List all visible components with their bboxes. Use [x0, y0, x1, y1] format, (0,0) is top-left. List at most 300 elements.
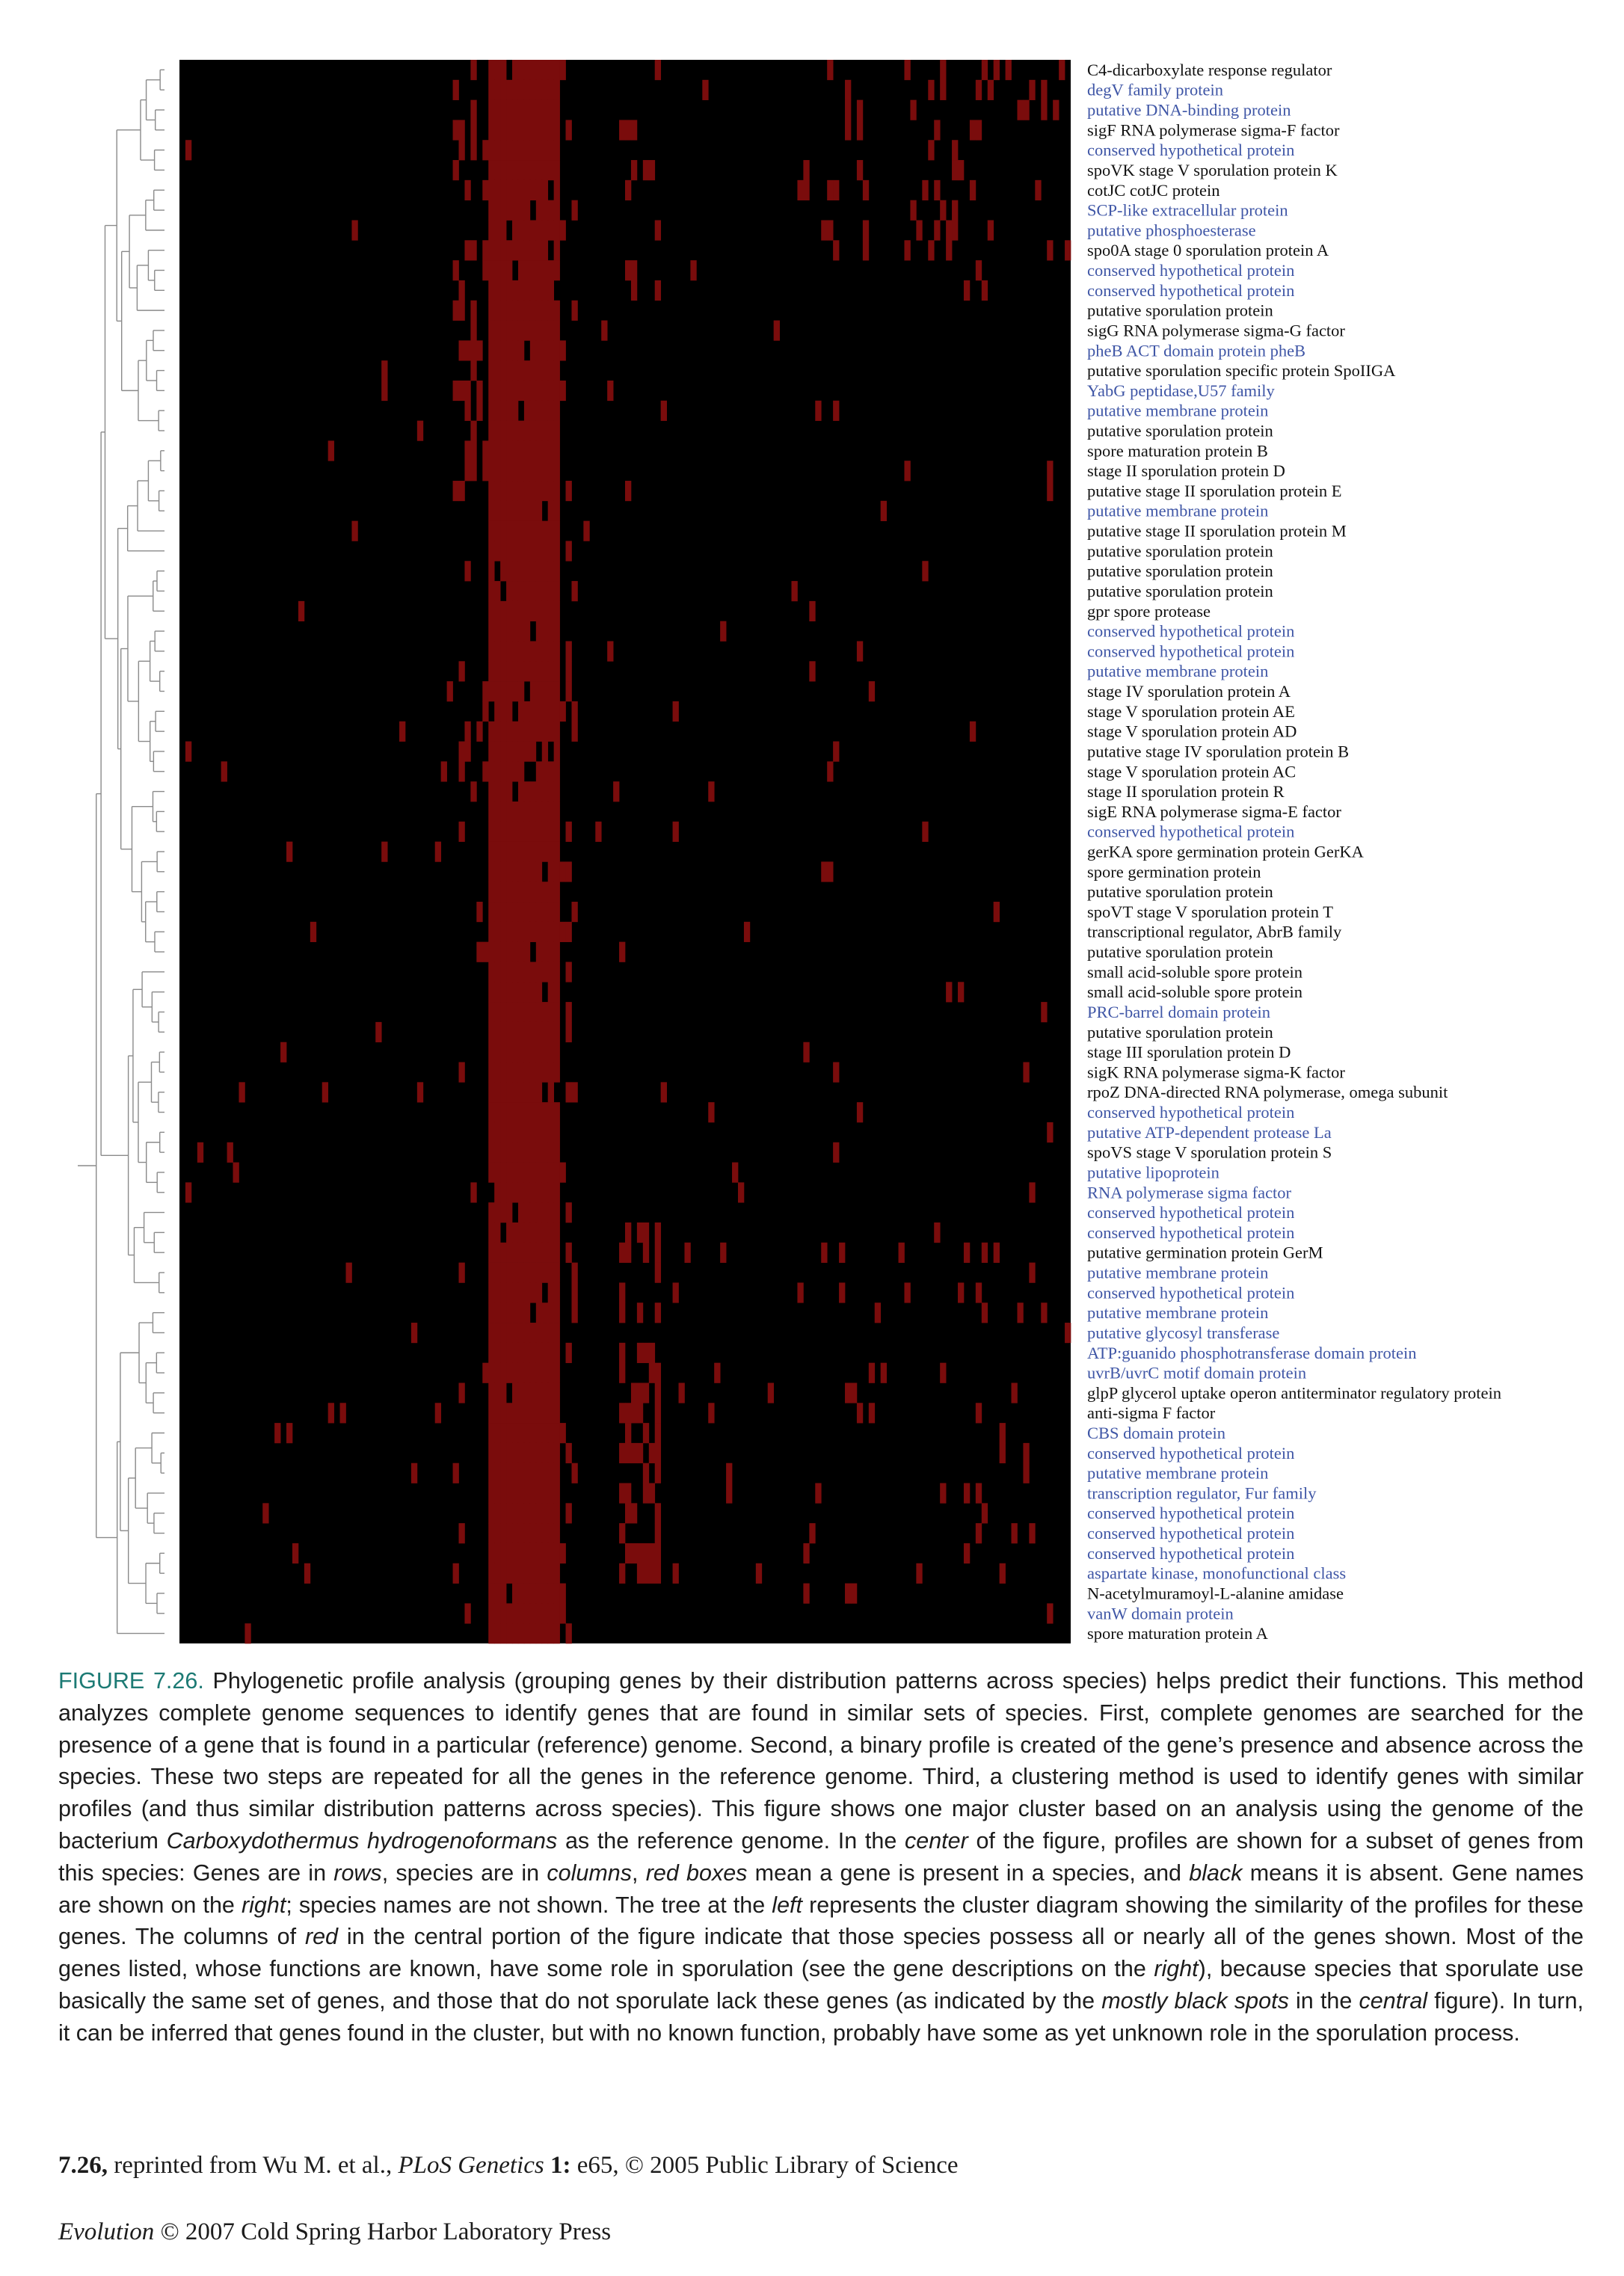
heatmap-cell [554, 802, 560, 822]
heatmap-cell [560, 1603, 566, 1623]
heatmap-cell [881, 501, 887, 521]
heatmap-cell [506, 1202, 512, 1222]
heatmap-cell [488, 942, 494, 962]
heatmap-cell [506, 1523, 512, 1543]
heatmap-cell [524, 440, 530, 461]
heatmap-cell [845, 80, 851, 100]
heatmap-cell [506, 160, 512, 180]
heatmap-cell [518, 1142, 524, 1163]
heatmap-cell [512, 280, 518, 301]
heatmap-cell [518, 802, 524, 822]
heatmap-cell [554, 641, 560, 661]
heatmap-cell [488, 180, 494, 200]
heatmap-cell [625, 120, 631, 140]
heatmap-cell [488, 1443, 494, 1463]
heatmap-cell [530, 360, 536, 381]
heatmap-cell [857, 100, 863, 120]
heatmap-cell [506, 722, 512, 742]
heatmap-cell [500, 861, 506, 882]
heatmap-cell [542, 1463, 548, 1483]
footer-book-title: Evolution [58, 2218, 155, 2245]
heatmap-cell [518, 321, 524, 341]
heatmap-cell [904, 60, 910, 80]
heatmap-cell [500, 761, 506, 781]
heatmap-cell [488, 581, 494, 601]
heatmap-cell [542, 641, 548, 661]
heatmap-cell [494, 802, 500, 822]
heatmap-cell [554, 1062, 560, 1083]
heatmap-cell [1000, 1423, 1006, 1443]
heatmap-cell [673, 1563, 679, 1584]
heatmap-cell [512, 1423, 518, 1443]
heatmap-cell [530, 1382, 536, 1403]
heatmap-cell [625, 260, 631, 280]
heatmap-cell [506, 601, 512, 621]
caption-segment: figure). In turn, it can be inferred that genes found in the cluster, but with no known function, probably have some as yet unknown role in the sporulation process. [58, 1987, 1584, 2046]
heatmap-cell [488, 1263, 494, 1283]
heatmap-cell [524, 1443, 530, 1463]
heatmap-cell [571, 701, 577, 722]
heatmap-cell [530, 982, 536, 1002]
heatmap-cell [524, 621, 530, 642]
gene-label: vanW domain protein [1087, 1604, 1234, 1623]
heatmap-cell [548, 962, 554, 982]
heatmap-cell [673, 822, 679, 842]
heatmap-cell [536, 280, 542, 301]
heatmap-cell [494, 962, 500, 982]
heatmap-cell [542, 1403, 548, 1423]
heatmap-cell [488, 1543, 494, 1563]
heatmap-cell [512, 681, 518, 701]
caption-segment: red boxes [645, 1860, 748, 1886]
heatmap-cell [506, 541, 512, 561]
heatmap-cell [542, 360, 548, 381]
heatmap-cell [239, 1082, 244, 1102]
heatmap-cell [548, 220, 554, 240]
heatmap-cell [518, 962, 524, 982]
heatmap-cell [512, 541, 518, 561]
heatmap-cell [500, 1382, 506, 1403]
heatmap-cell [500, 1483, 506, 1504]
heatmap-cell [548, 1062, 554, 1083]
heatmap-cell [548, 722, 554, 742]
heatmap-cell [530, 260, 536, 280]
gene-label: conserved hypothetical protein [1087, 1543, 1295, 1563]
heatmap-cell [548, 60, 554, 80]
heatmap-cell [946, 220, 952, 240]
heatmap-cell [524, 701, 530, 722]
heatmap-cell [631, 1543, 637, 1563]
heatmap-cell [488, 160, 494, 180]
heatmap-cell [488, 1282, 494, 1302]
heatmap-cell [506, 1463, 512, 1483]
heatmap-cell [470, 240, 476, 260]
heatmap-cell [655, 1563, 661, 1584]
heatmap-cell [803, 1042, 809, 1062]
heatmap-cell [494, 601, 500, 621]
heatmap-cell [542, 220, 548, 240]
heatmap-cell [554, 982, 560, 1002]
heatmap-cell [286, 842, 292, 862]
gene-label: putative stage II sporulation protein E [1087, 481, 1342, 500]
heatmap-cell [566, 641, 572, 661]
heatmap-cell [494, 240, 500, 260]
heatmap-cell [655, 1523, 661, 1543]
heatmap-cell [488, 1243, 494, 1263]
heatmap-cell [488, 1343, 494, 1363]
heatmap-cell [500, 1523, 506, 1543]
heatmap-cell [518, 761, 524, 781]
heatmap-cell [940, 200, 946, 221]
heatmap-cell [500, 1323, 506, 1343]
heatmap-cell [601, 321, 607, 341]
heatmap-cell [554, 1584, 560, 1604]
heatmap-cell [542, 1563, 548, 1584]
heatmap-cell [500, 1102, 506, 1122]
heatmap-cell [542, 1523, 548, 1543]
heatmap-cell [554, 1002, 560, 1022]
heatmap-cell [904, 461, 910, 481]
heatmap-cell [560, 861, 566, 882]
heatmap-cell [506, 340, 512, 360]
heatmap-cell [554, 621, 560, 642]
heatmap-cell [500, 882, 506, 902]
page-footer [58, 2218, 1554, 2246]
heatmap-cell [518, 1382, 524, 1403]
heatmap-cell [542, 140, 548, 160]
heatmap-cell [530, 321, 536, 341]
heatmap-cell [524, 1363, 530, 1383]
heatmap-cell [560, 922, 566, 942]
heatmap-cell [340, 1403, 346, 1423]
heatmap-cell [940, 1363, 946, 1383]
heatmap-cell [542, 1022, 548, 1042]
heatmap-cell [631, 1443, 637, 1463]
heatmap-cell [530, 882, 536, 902]
heatmap-cell [530, 1343, 536, 1363]
heatmap-cell [554, 200, 560, 221]
heatmap-cell [536, 1423, 542, 1443]
heatmap-cell [571, 1463, 577, 1483]
heatmap-cell [928, 140, 934, 160]
heatmap-cell [488, 902, 494, 922]
heatmap-cell [411, 1463, 417, 1483]
heatmap-cell [548, 1363, 554, 1383]
heatmap-cell [542, 621, 548, 642]
heatmap-cell [946, 240, 952, 260]
heatmap-cell [934, 1222, 940, 1243]
heatmap-cell [708, 1102, 714, 1122]
heatmap-cell [536, 1102, 542, 1122]
heatmap-cell [464, 722, 470, 742]
heatmap-cell [512, 120, 518, 140]
heatmap-cell [524, 1182, 530, 1202]
heatmap-cell [512, 1403, 518, 1423]
heatmap-cell [494, 340, 500, 360]
gene-label: aspartate kinase, monofunctional class [1087, 1563, 1347, 1583]
heatmap-cell [536, 1343, 542, 1363]
heatmap-cell [524, 1302, 530, 1323]
heatmap-cell [1047, 1122, 1053, 1142]
heatmap-cell [458, 1263, 464, 1283]
heatmap-cell [530, 1323, 536, 1343]
heatmap-cell [613, 781, 619, 802]
heatmap-cell [542, 1603, 548, 1623]
heatmap-cell [488, 1483, 494, 1504]
caption-segment: center [905, 1827, 968, 1854]
heatmap-cell [524, 1503, 530, 1523]
heatmap-cell [542, 340, 548, 360]
heatmap-cell [536, 1082, 542, 1102]
heatmap-cell [458, 1382, 464, 1403]
heatmap-cell [530, 440, 536, 461]
heatmap-cell [869, 1403, 875, 1423]
heatmap-cell [566, 481, 572, 501]
heatmap-cell [518, 1323, 524, 1343]
caption-segment: in the central portion of the figure indicate that those species possess all or nearly all of the genes shown. Most of the genes listed, whose functions are known, have some role in sporulation (see the gene descriptions on the [58, 1924, 1584, 1982]
heatmap-cell [554, 1122, 560, 1142]
heatmap-cell [524, 360, 530, 381]
heatmap-cell [506, 982, 512, 1002]
heatmap-cell [512, 661, 518, 681]
heatmap-cell [548, 140, 554, 160]
gene-label: transcriptional regulator, AbrB family [1087, 922, 1342, 941]
heatmap-cell [494, 60, 500, 80]
heatmap-cell [500, 902, 506, 922]
heatmap-cell [643, 1483, 649, 1504]
heatmap-cell [548, 1082, 554, 1102]
heatmap-cell [197, 1142, 203, 1163]
heatmap-cell [738, 1182, 744, 1202]
heatmap-cell [726, 1483, 732, 1504]
heatmap-cell [524, 1002, 530, 1022]
heatmap-cell [488, 1463, 494, 1483]
heatmap-cell [494, 641, 500, 661]
heatmap-cell [488, 1584, 494, 1604]
heatmap-cell [524, 160, 530, 180]
heatmap-cell [548, 301, 554, 321]
heatmap-cell [506, 1263, 512, 1283]
heatmap-cell [518, 360, 524, 381]
heatmap-cell [982, 1302, 988, 1323]
heatmap-cell [839, 1243, 845, 1263]
heatmap-cell [548, 581, 554, 601]
gene-label: putative sporulation protein [1087, 421, 1273, 440]
heatmap-cell [1047, 481, 1053, 501]
heatmap-cell [500, 1443, 506, 1463]
heatmap-cell [512, 461, 518, 481]
heatmap-cell [536, 1222, 542, 1243]
heatmap-cell [530, 1363, 536, 1383]
heatmap-cell [494, 80, 500, 100]
heatmap-cell [506, 822, 512, 842]
heatmap-cell [548, 822, 554, 842]
heatmap-cell [566, 1343, 572, 1363]
heatmap-cell [536, 1623, 542, 1643]
heatmap-cell [506, 1363, 512, 1383]
heatmap-cell [542, 1584, 548, 1604]
heatmap-cell [500, 742, 506, 762]
heatmap-cell [381, 360, 387, 381]
heatmap-cell [946, 982, 952, 1002]
heatmap-cell [524, 1222, 530, 1243]
heatmap-cell [542, 521, 548, 541]
heatmap-cell [524, 100, 530, 120]
heatmap-cell [488, 1523, 494, 1543]
heatmap-cell [506, 321, 512, 341]
heatmap-cell [500, 842, 506, 862]
heatmap-cell [1041, 80, 1047, 100]
heatmap-cell [548, 1182, 554, 1202]
heatmap-cell [619, 1302, 625, 1323]
heatmap-cell [554, 1263, 560, 1283]
heatmap-cell [506, 561, 512, 581]
heatmap-cell [494, 1022, 500, 1042]
heatmap-cell [506, 100, 512, 120]
heatmap-cell [512, 220, 518, 240]
heatmap-cell [988, 80, 994, 100]
heatmap-cell [500, 180, 506, 200]
heatmap-cell [458, 340, 464, 360]
heatmap-cell [536, 1282, 542, 1302]
heatmap-cell [530, 421, 536, 441]
heatmap-cell [976, 80, 982, 100]
heatmap-cell [958, 1282, 964, 1302]
heatmap-cell [488, 822, 494, 842]
heatmap-cell [625, 1443, 631, 1463]
heatmap-cell [631, 1382, 637, 1403]
heatmap-cell [542, 440, 548, 461]
heatmap-cell [542, 1163, 548, 1183]
heatmap-cell [970, 120, 976, 140]
heatmap-cell [524, 861, 530, 882]
heatmap-cell [625, 1423, 631, 1443]
gene-label: putative phosphoesterase [1087, 221, 1256, 240]
heatmap-cell [524, 1282, 530, 1302]
gene-label: stage II sporulation protein R [1087, 782, 1285, 802]
heatmap-cell [548, 1503, 554, 1523]
heatmap-cell [554, 240, 560, 260]
gene-label: putative membrane protein [1087, 1263, 1269, 1282]
heatmap-cell [524, 240, 530, 260]
heatmap-cell [476, 722, 482, 742]
heatmap-cell [512, 140, 518, 160]
heatmap-cell [649, 1543, 655, 1563]
figure-credit [58, 2152, 1554, 2180]
heatmap-cell [976, 120, 982, 140]
heatmap-cell [1065, 1323, 1071, 1343]
gene-label: sigG RNA polymerase sigma-G factor [1087, 321, 1345, 340]
heatmap-cell [988, 220, 994, 240]
heatmap-cell [524, 1102, 530, 1122]
heatmap-cell [500, 701, 506, 722]
heatmap-cell [821, 861, 827, 882]
heatmap-cell [833, 1062, 839, 1083]
heatmap-cell [524, 822, 530, 842]
caption-segment: right [241, 1892, 286, 1918]
heatmap-cell [494, 822, 500, 842]
heatmap-cell [500, 962, 506, 982]
heatmap-cell [548, 922, 554, 942]
heatmap-cell [482, 701, 488, 722]
heatmap-cell [506, 922, 512, 942]
heatmap-cell [857, 1102, 863, 1122]
heatmap-cell [512, 1062, 518, 1083]
heatmap-cell [500, 621, 506, 642]
heatmap-cell [827, 60, 833, 80]
caption-segment: mostly black spots [1101, 1987, 1289, 2014]
heatmap-cell [500, 1302, 506, 1323]
heatmap-cell [506, 381, 512, 401]
heatmap-cell [554, 1503, 560, 1523]
credit-volume: 1: [550, 2152, 571, 2179]
heatmap-cell [244, 1623, 250, 1643]
heatmap-cell [940, 1483, 946, 1504]
gene-label: spore germination protein [1087, 862, 1261, 882]
heatmap-cell [566, 1243, 572, 1263]
heatmap-cell [464, 742, 470, 762]
caption-segment: mean a gene is present in a species, and [747, 1860, 1190, 1886]
heatmap-cell [554, 1543, 560, 1563]
heatmap-cell [482, 140, 488, 160]
heatmap-cell [488, 1563, 494, 1584]
heatmap-cell [548, 1603, 554, 1623]
gene-label: conserved hypothetical protein [1087, 1524, 1295, 1543]
heatmap-cell [554, 861, 560, 882]
heatmap-cell [518, 80, 524, 100]
heatmap-cell [536, 1443, 542, 1463]
heatmap-cell [512, 922, 518, 942]
heatmap-cell [470, 60, 476, 80]
heatmap-cell [548, 200, 554, 221]
heatmap-cell [542, 100, 548, 120]
heatmap-cell [934, 220, 940, 240]
caption-segment: Carboxydothermus hydrogenoformans [166, 1827, 558, 1854]
heatmap-cell [548, 1523, 554, 1543]
heatmap-cell [554, 742, 560, 762]
heatmap-cell [542, 280, 548, 301]
heatmap-cell [298, 601, 304, 621]
gene-label: putative sporulation protein [1087, 942, 1273, 962]
caption-segment: central [1359, 1987, 1428, 2014]
heatmap-cell [1006, 60, 1012, 80]
heatmap-cell [512, 321, 518, 341]
heatmap-cell [512, 1163, 518, 1183]
heatmap-cell [530, 381, 536, 401]
heatmap-cell [1041, 1002, 1047, 1022]
heatmap-cell [530, 701, 536, 722]
heatmap-cell [768, 1382, 774, 1403]
heatmap-cell [470, 440, 476, 461]
heatmap-cell [530, 722, 536, 742]
heatmap-cell [185, 140, 191, 160]
heatmap-cell [542, 401, 548, 421]
heatmap-cell [494, 1463, 500, 1483]
heatmap-cell [619, 1343, 625, 1363]
figure-caption [58, 1665, 1584, 2049]
heatmap-cell [542, 1042, 548, 1062]
gene-label: YabG peptidase,U57 family [1087, 381, 1275, 400]
heatmap-cell [488, 802, 494, 822]
heatmap-cell [488, 280, 494, 301]
gene-label: uvrB/uvrC motif domain protein [1087, 1363, 1307, 1382]
heatmap-cell [619, 1403, 625, 1423]
heatmap-cell [530, 280, 536, 301]
heatmap-cell [708, 781, 714, 802]
heatmap-cell [869, 681, 875, 701]
heatmap-cell [655, 1263, 661, 1283]
heatmap-cell [512, 421, 518, 441]
